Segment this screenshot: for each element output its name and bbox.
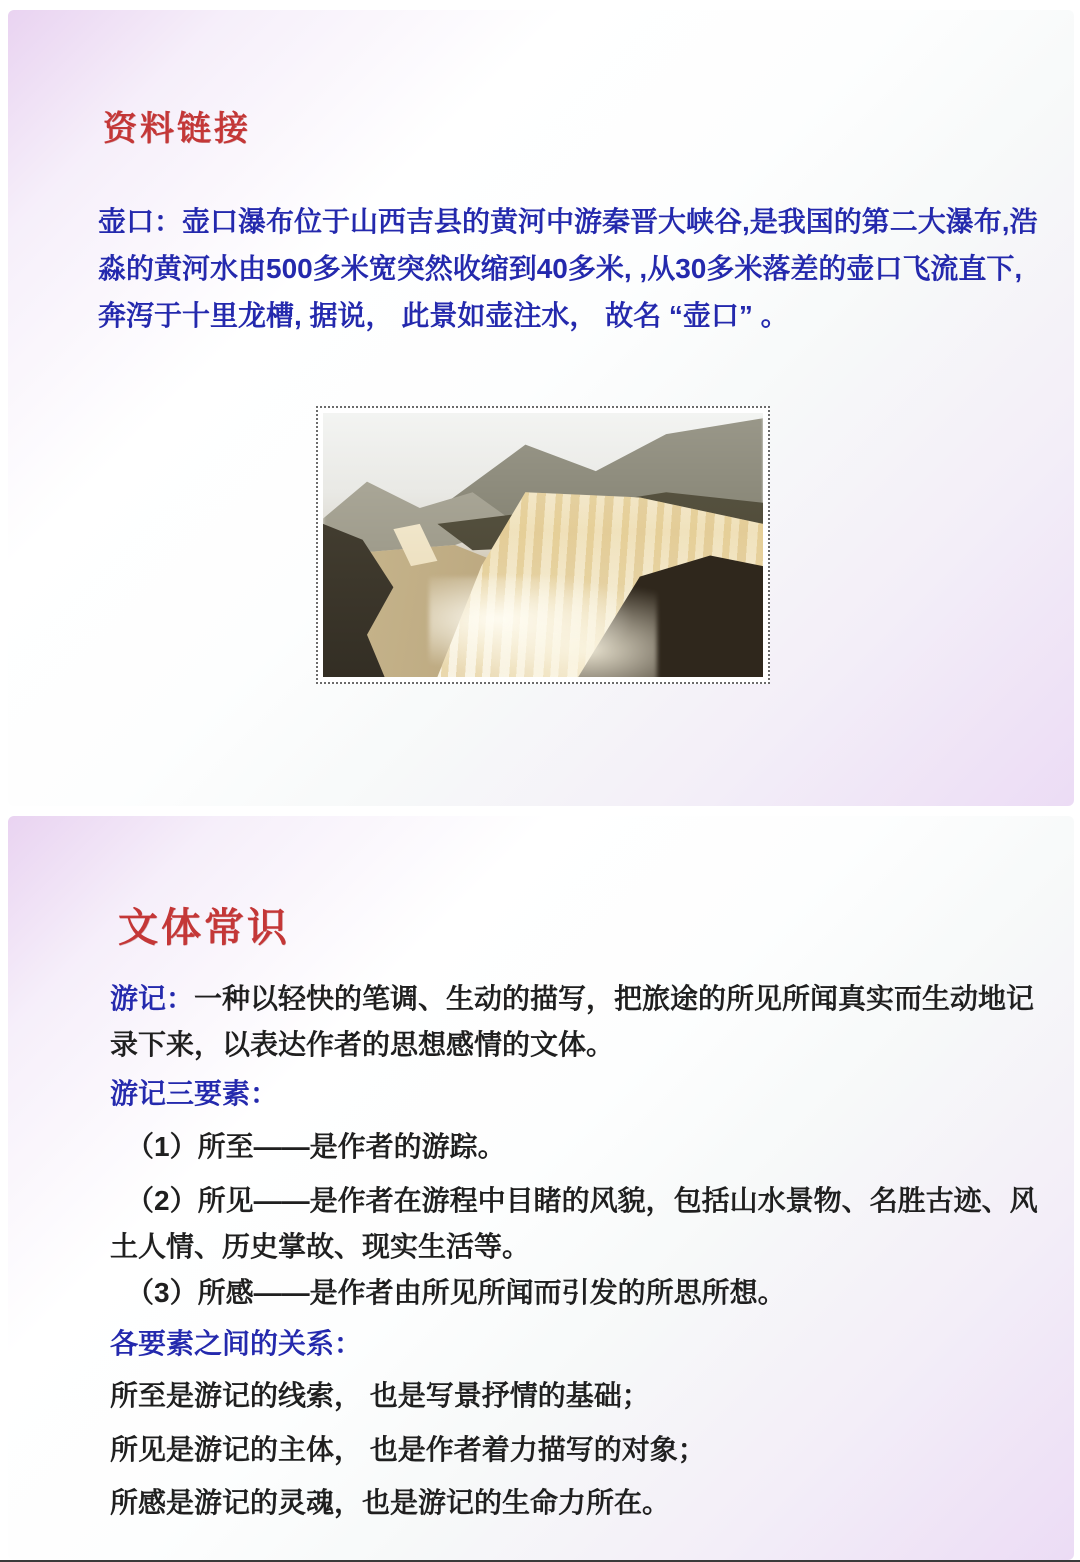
travelogue-definition-label: 游记： (110, 983, 195, 1014)
three-elements-label: 游记三要素： (110, 1078, 279, 1109)
relation-suogan: 所感是游记的灵魂，也是游记的生命力所在。 (110, 1487, 671, 1518)
hukou-waterfall-photo (323, 413, 763, 677)
hukou-intro-label: 壶口： (98, 206, 183, 237)
element-item-suozhi: （1）所至——是作者的游踪。 (126, 1131, 506, 1162)
waterfall-photo-frame (316, 406, 770, 684)
travelogue-definition (110, 976, 1040, 1068)
hukou-intro-paragraph (98, 198, 1038, 339)
slide2-title: 文体常识 (118, 906, 290, 950)
slide-genre-knowledge (8, 816, 1074, 1560)
slide1-title: 资料链接 (103, 110, 251, 148)
relation-suojian: 所见是游记的主体， 也是作者着力描写的对象； (110, 1434, 706, 1465)
element-item-suogan: （3）所感——是作者由所见所闻而引发的所思所想。 (126, 1277, 786, 1308)
photo-foam (429, 577, 658, 677)
slide-resource-link (8, 10, 1074, 806)
relation-suozhi: 所至是游记的线索， 也是写景抒情的基础； (110, 1380, 650, 1411)
relations-label: 各要素之间的关系： (110, 1328, 363, 1359)
hukou-intro-text: 壶口瀑布位于山西吉县的黄河中游秦晋大峡谷,是我国的第二大瀑布,浩淼的黄河水由500多米宽突然收缩到40多米, ,从30多米落差的壶口飞流直下,奔泻于十里龙槽, 据说， 此景如壶注水， 故名 “壶口” 。 (98, 206, 1038, 331)
element-item-suojian: （2）所见——是作者在游程中目睹的风貌，包括山水景物、名胜古迹、风土人情、历史掌故、现实生活等。 (110, 1185, 1038, 1262)
travelogue-definition-text: 一种以轻快的笔调、生动的描写，把旅途的所见所闻真实而生动地记录下来，以表达作者的思想感情的文体。 (110, 983, 1035, 1060)
